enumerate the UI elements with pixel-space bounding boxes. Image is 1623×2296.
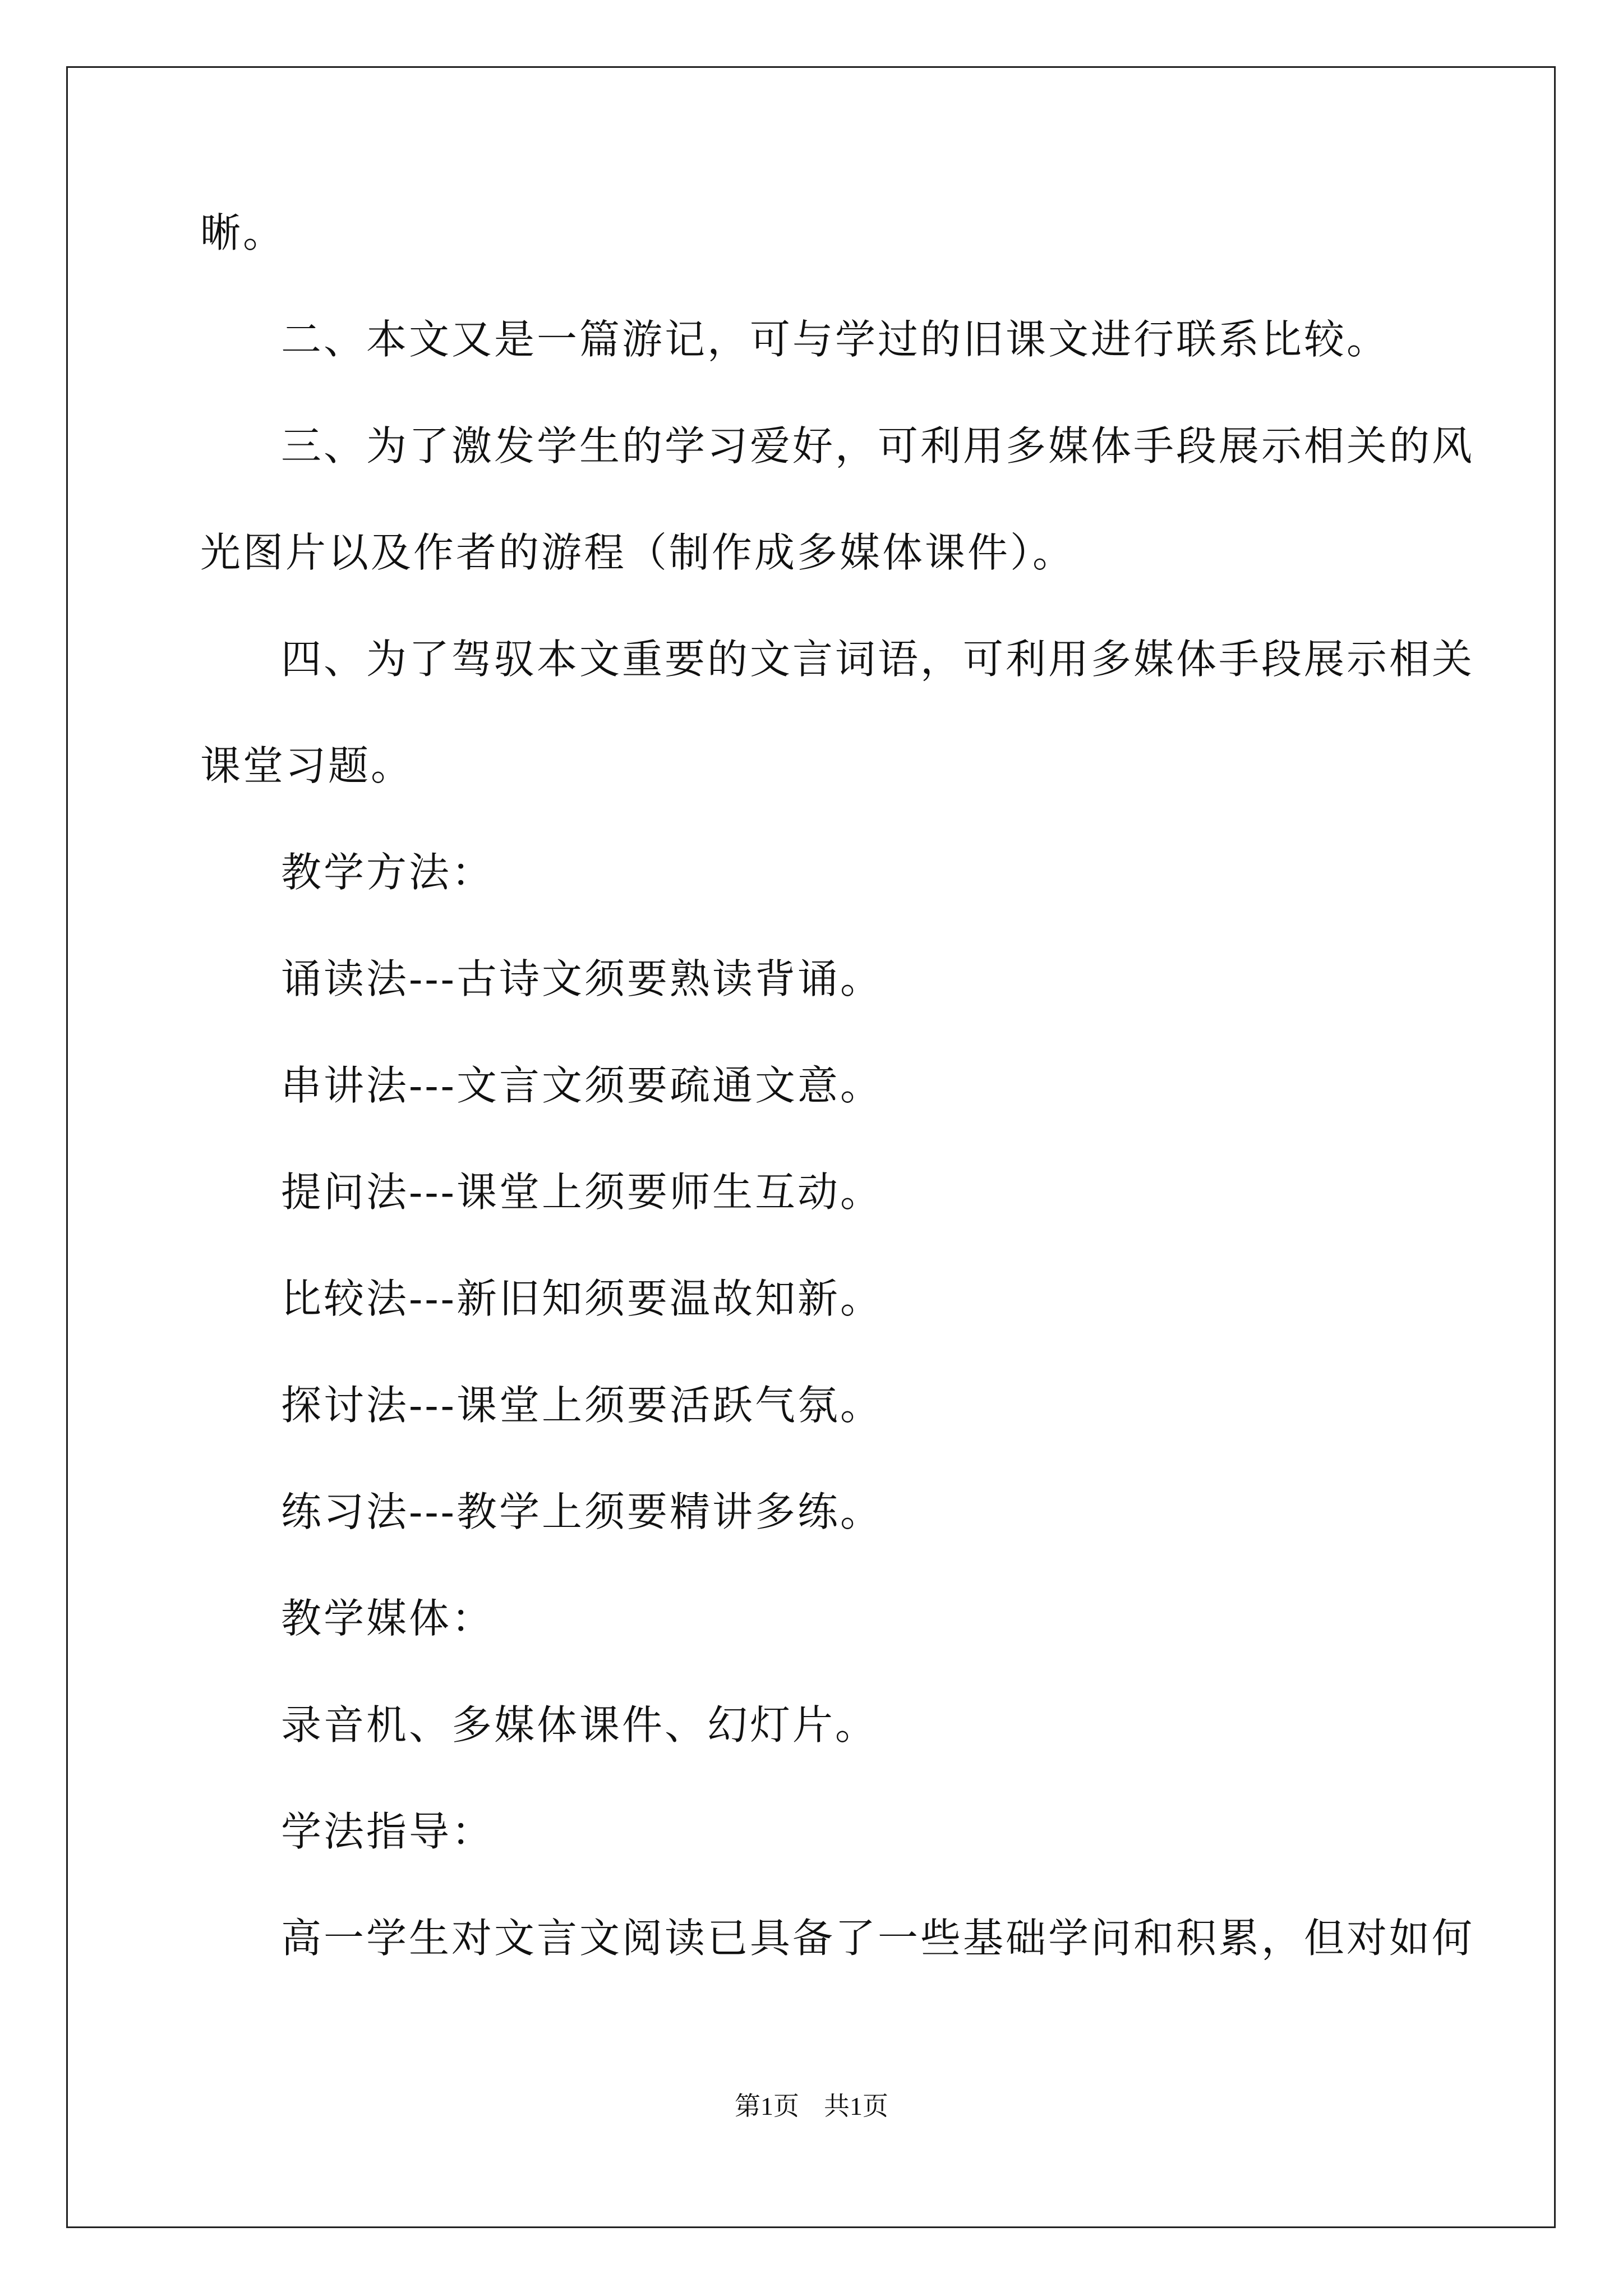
text-line-point-four-cont: 课堂习题。	[200, 742, 414, 789]
list-item-method: 比较法---新旧知须要温故知新。	[281, 1275, 883, 1322]
text-line-media-list: 录音机、多媒体课件、幻灯片。	[281, 1701, 878, 1749]
section-heading-methods: 教学方法：	[281, 849, 495, 896]
section-heading-guidance: 学法指导：	[281, 1808, 495, 1855]
list-item-method: 提问法---课堂上须要师生互动。	[281, 1168, 883, 1216]
text-line-point-three: 三、为了激发学生的学习爱好，可利用多媒体手段展示相关的风	[281, 422, 1475, 470]
text-line-continuation: 晰。	[200, 209, 286, 256]
text-line-point-three-cont: 光图片以及作者的游程（制作成多媒体课件）。	[200, 529, 1076, 576]
page-number-current: 第1页	[735, 2092, 799, 2120]
text-line-guidance: 高一学生对文言文阅读已具备了一些基础学问和积累，但对如何	[281, 1915, 1475, 1962]
text-line-point-four: 四、为了驾驭本文重要的文言词语，可利用多媒体手段展示相关	[281, 636, 1475, 683]
page-border	[66, 66, 1556, 2228]
list-item-method: 练习法---教学上须要精讲多练。	[281, 1488, 883, 1535]
list-item-method: 诵读法---古诗文须要熟读背诵。	[281, 955, 883, 1002]
list-item-method: 探讨法---课堂上须要活跃气氛。	[281, 1382, 883, 1429]
section-heading-media: 教学媒体：	[281, 1595, 495, 1642]
list-item-method: 串讲法---文言文须要疏通文意。	[281, 1062, 883, 1109]
page-number-total: 共1页	[824, 2092, 888, 2120]
text-line-point-two: 二、本文又是一篇游记，可与学过的旧课文进行联系比较。	[281, 316, 1390, 363]
page-footer	[0, 2090, 1623, 2123]
